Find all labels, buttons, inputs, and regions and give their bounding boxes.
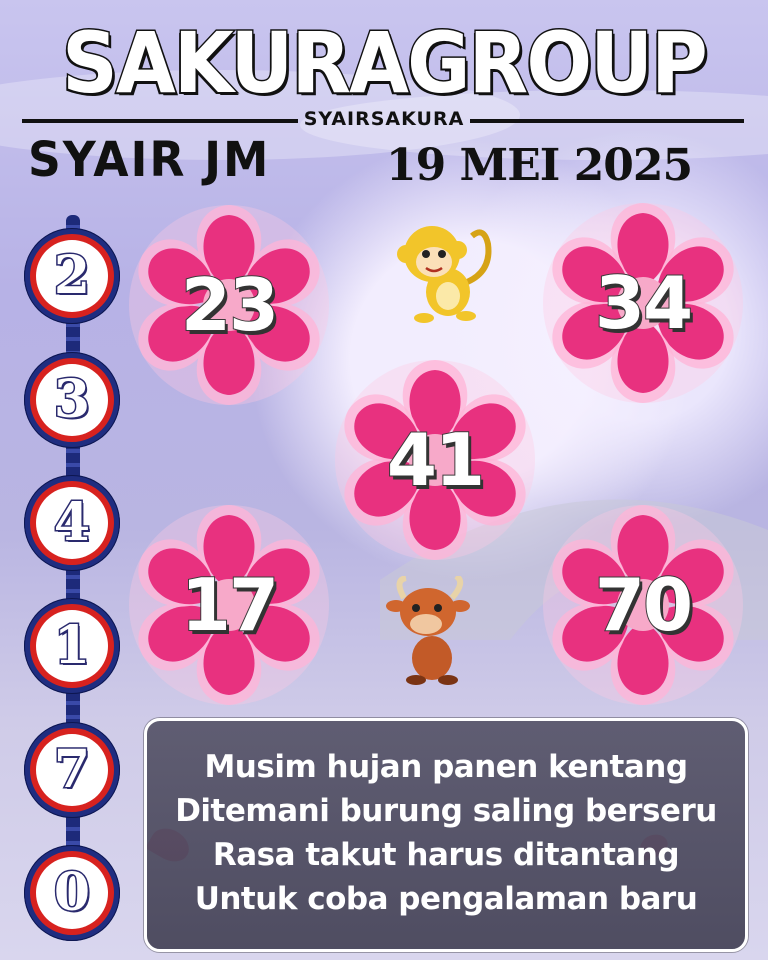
poem-line: Musim hujan panen kentang <box>204 749 688 785</box>
digit: 4 <box>53 492 91 553</box>
digit: 7 <box>53 739 91 800</box>
digit: 3 <box>53 369 91 430</box>
flower-number <box>538 198 748 408</box>
flower-number <box>124 200 334 410</box>
ox-icon <box>386 576 478 688</box>
poem-line: Ditemani burung saling berseru <box>175 793 717 829</box>
digit-ring <box>24 598 120 694</box>
monkey-icon <box>392 214 500 326</box>
digit-ring <box>24 228 120 324</box>
digit: 1 <box>53 615 91 676</box>
number: 34 <box>594 261 692 345</box>
subtitle: SYAIRSAKURA <box>303 108 465 130</box>
flower-number <box>124 500 334 710</box>
digit-ring <box>24 845 120 941</box>
digit: 0 <box>53 862 91 923</box>
flower-number <box>330 355 540 565</box>
rule-left <box>22 119 298 123</box>
rule-right <box>470 119 744 123</box>
digit-ring <box>24 475 120 571</box>
brand-title: SAKURAGROUP <box>62 14 706 112</box>
digit: 2 <box>53 245 91 306</box>
digit-ring <box>24 722 120 818</box>
poem-box <box>144 718 748 952</box>
poem-line: Rasa takut harus ditantang <box>212 837 680 873</box>
number: 23 <box>180 263 278 347</box>
digit-ring <box>24 352 120 448</box>
number: 41 <box>386 418 484 502</box>
poem-line: Untuk coba pengalaman baru <box>194 881 698 917</box>
date: 19 MEI 2025 <box>386 140 693 191</box>
number: 17 <box>180 563 278 647</box>
syair-label: SYAIR JM <box>28 132 271 188</box>
flower-number <box>538 500 748 710</box>
number: 70 <box>594 563 692 647</box>
